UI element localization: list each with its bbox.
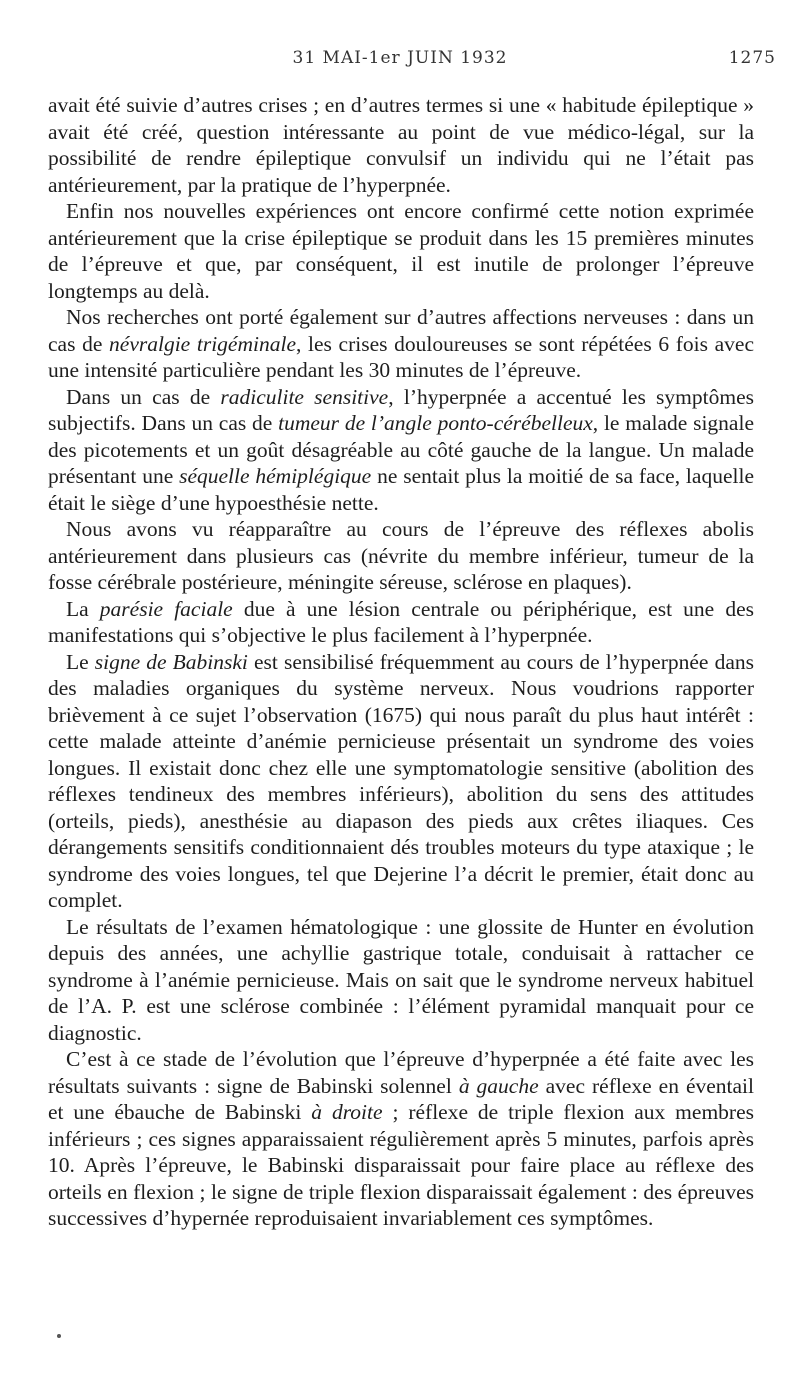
italic-term: séquelle hémiplégique xyxy=(179,464,372,488)
text-segment: avait été suivie d’autres crises ; en d’autres termes si une « habitude épileptique » avait été créé, question intéressante au point de vue médico-légal, sur la possibilité de rendre épileptique convulsif un individu qui ne l’était pas antérieurement, par la pratique de l’hyperpnée. xyxy=(48,93,754,197)
text-segment: , les crises douloureuses se sont répétées 6 fois avec une intensité particulière pendant les 30 minutes de l’épreuve. xyxy=(48,331,754,382)
text-segment: , le malade signale des picotements et un goût désagréable au côté gauche de la langue. Un malade présentant une xyxy=(48,411,754,488)
body-text xyxy=(48,92,754,1232)
italic-term: névralgie trigéminale xyxy=(109,331,296,356)
paragraph-7 xyxy=(48,649,754,914)
paragraph-4 xyxy=(48,384,754,517)
text-segment: est sensibilisé fréquemment au cours de l’hyperpnée dans des maladies organiques du système nerveux. Nous voudrions rapporter brièvement à ce sujet l’observation (1675) qui nous paraît du plus haut intérêt : cette malade atteinte d’anémie pernicieuse présentait un syndrome des voies longues. Il existait donc chez elle une symptomatologie sensitive (abolition des réflexes tendineux des membres inférieurs), abolition du sens des attitudes (orteils, pieds), anesthésie au diapason des pieds aux crêtes iliaques. Ces dérangements sensitifs conditionnaient dés troubles moteurs du type ataxique ; le syndrome des voies longues, tel que Dejerine l’a décrit le premier, était donc au complet. xyxy=(48,649,754,912)
running-header xyxy=(0,48,800,72)
text-segment: avec réflexe en éventail et une ébauche de Babinski xyxy=(48,1073,754,1124)
italic-term: radiculite sensitive xyxy=(220,384,389,409)
italic-term: à droite xyxy=(311,1100,383,1124)
italic-term: à gauche xyxy=(458,1073,539,1098)
text-segment: Dans un cas de xyxy=(66,384,221,409)
text-segment: Nos recherches ont porté également sur d’autres affections nerveuses : dans un cas de xyxy=(48,305,754,356)
paragraph-1 xyxy=(48,92,754,198)
header-date: 31 MAI-1er JUIN 1932 xyxy=(292,48,508,68)
text-segment: ; réflexe de triple flexion aux membres inférieurs ; ces signes apparaissaient régulièrement après 5 minutes, parfois après 10. Après l’épreuve, le Babinski disparaissait pour faire place au réflexe des orteils en flexion ; le signe de triple flexion disparaissait également : des épreuves successives d’hypernée reproduisaient invariablement ces symptômes. xyxy=(48,1100,754,1230)
text-segment: Nous avons vu réapparaître au cours de l’épreuve des réflexes abolis antérieurement dans plusieurs cas (névrite du membre inférieur, tumeur de la fosse cérébrale postérieure, méningite séreuse, sclérose en plaques). xyxy=(48,517,754,594)
text-segment: , l’hyperpnée a accentué les symptômes subjectifs. Dans un cas de xyxy=(48,384,754,435)
paragraph-9 xyxy=(48,1046,754,1232)
text-segment: C’est à ce stade de l’évolution que l’épreuve d’hyperpnée a été faite avec les résultats suivants : signe de Babinski solennel xyxy=(48,1047,754,1098)
text-segment: Le résultats de l’examen hématologique : une glossite de Hunter en évolution depuis des années, une achyllie gastrique totale, conduisait à rattacher ce syndrome à l’anémie pernicieuse. Mais on sait que le syndrome nerveux habituel de l’A. P. est une sclérose combinée : l’élément pyramidal manquait pour ce diagnostic. xyxy=(48,914,754,1045)
text-segment: Le xyxy=(66,649,95,674)
text-segment: due à une lésion centrale ou périphérique, est une des manifestations qui s’objective le plus facilement à l’hyperpnée. xyxy=(48,596,754,647)
italic-term: signe de Babinski xyxy=(94,649,248,674)
paragraph-2 xyxy=(48,198,754,304)
paragraph-8 xyxy=(48,914,754,1047)
page-number: 1275 xyxy=(728,48,776,68)
paragraph-3 xyxy=(48,304,754,384)
print-speck xyxy=(57,1334,61,1338)
italic-term: tumeur de l’angle ponto-cérébelleux xyxy=(278,411,593,435)
italic-term: parésie faciale xyxy=(99,596,233,621)
text-segment: Enfin nos nouvelles expériences ont encore confirmé cette notion exprimée antérieurement que la crise épileptique se produit dans les 15 premières minutes de l’épreuve et que, par conséquent, il est inutile de prolonger l’épreuve longtemps au delà. xyxy=(48,199,754,303)
text-segment: La xyxy=(66,596,100,621)
text-segment: ne sentait plus la moitié de sa face, laquelle était le siège d’une hypoesthésie nette. xyxy=(48,464,754,515)
paragraph-6 xyxy=(48,596,754,649)
paragraph-5 xyxy=(48,516,754,596)
